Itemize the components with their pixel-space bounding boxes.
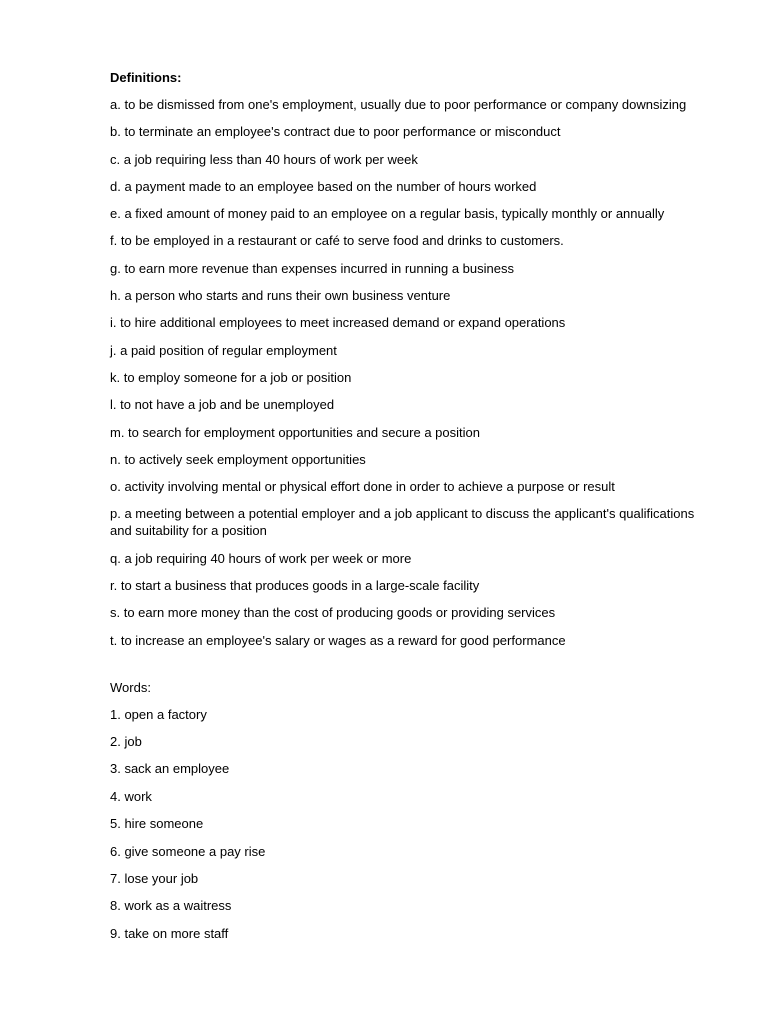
definition-item-i: i. to hire additional employees to meet increased demand or expand operations	[110, 315, 566, 331]
definition-item-e: e. a fixed amount of money paid to an employee on a regular basis, typically monthly or annually	[110, 206, 665, 222]
word-item-2: 2. job	[110, 734, 142, 750]
definition-item-o: o. activity involving mental or physical effort done in order to achieve a purpose or result	[110, 479, 615, 495]
definitions-heading: Definitions:	[110, 70, 182, 85]
word-item-9: 9. take on more staff	[110, 925, 229, 941]
definition-item-b: b. to terminate an employee's contract due to poor performance or misconduct	[110, 124, 561, 140]
word-item-4: 4. work	[110, 788, 152, 804]
definition-item-k: k. to employ someone for a job or position	[110, 369, 352, 385]
definition-item-d: d. a payment made to an employee based on the number of hours worked	[110, 178, 537, 194]
definition-item-h: h. a person who starts and runs their own business venture	[110, 288, 451, 304]
definition-item-m: m. to search for employment opportunities and secure a position	[110, 424, 480, 440]
definition-item-n: n. to actively seek employment opportunities	[110, 451, 366, 467]
definition-item-r: r. to start a business that produces goods in a large-scale facility	[110, 578, 480, 594]
definitions-list	[110, 96, 710, 649]
definition-item-l: l. to not have a job and be unemployed	[110, 397, 335, 413]
definition-item-q: q. a job requiring 40 hours of work per week or more	[110, 550, 412, 566]
definition-item-g: g. to earn more revenue than expenses incurred in running a business	[110, 260, 514, 276]
definition-item-p: p. a meeting between a potential employer and a job applicant to discuss the applicant's qualifications and suitability for a position	[110, 506, 695, 539]
word-item-3: 3. sack an employee	[110, 761, 230, 777]
document-page	[110, 69, 710, 952]
definition-item-a: a. to be dismissed from one's employment, usually due to poor performance or company downsizing	[110, 97, 687, 112]
definition-item-j: j. a paid position of regular employment	[110, 342, 337, 358]
definition-item-s: s. to earn more money than the cost of producing goods or providing services	[110, 605, 556, 621]
word-item-5: 5. hire someone	[110, 816, 204, 832]
word-item-1: 1. open a factory	[110, 706, 207, 722]
words-heading: Words:	[110, 679, 151, 695]
word-item-8: 8. work as a waitress	[110, 898, 232, 914]
definition-item-c: c. a job requiring less than 40 hours of work per week	[110, 151, 418, 167]
definition-item-t: t. to increase an employee's salary or wages as a reward for good performance	[110, 632, 566, 648]
word-item-7: 7. lose your job	[110, 870, 199, 886]
words-list	[110, 706, 710, 942]
word-item-6: 6. give someone a pay rise	[110, 843, 266, 859]
definition-item-f: f. to be employed in a restaurant or café to serve food and drinks to customers.	[110, 233, 564, 249]
